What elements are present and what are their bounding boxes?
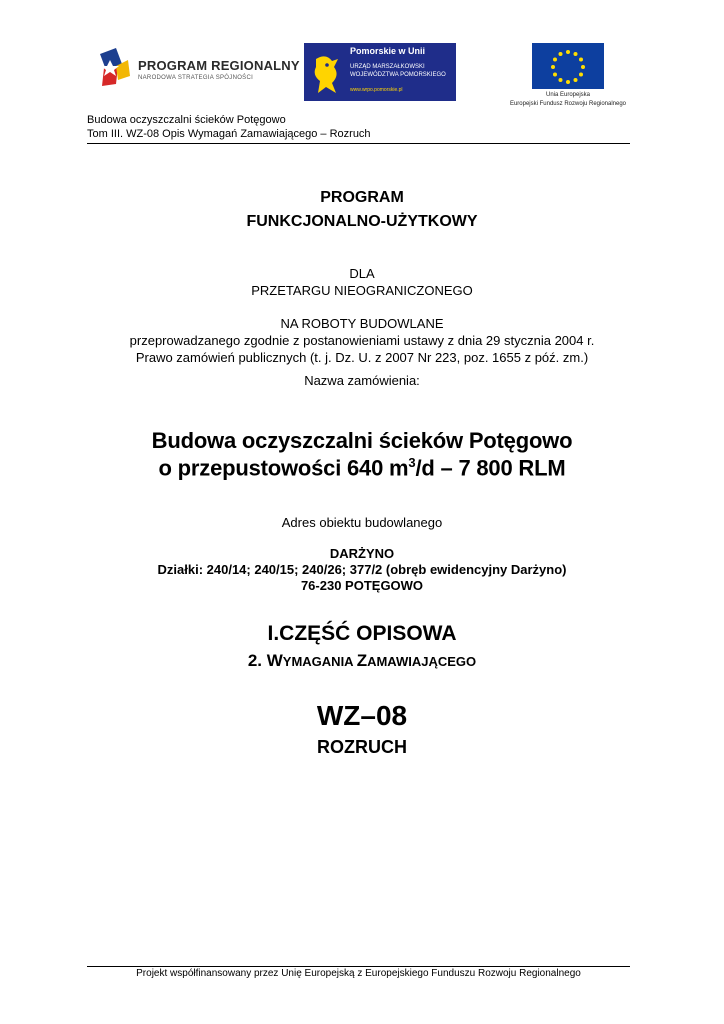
document-code: WZ–08 xyxy=(316,700,408,731)
program-regionalny-subtitle: NARODOWA STRATEGIA SPÓJNOŚCI xyxy=(138,75,254,81)
pomorskie-line1: URZĄD MARSZAŁKOWSKI xyxy=(350,64,425,70)
title-capacity-text: o przepustowości 640 m xyxy=(158,455,409,481)
pomorskie-line2: WOJEWÓDZTWA POMORSKIEGO xyxy=(350,72,446,78)
eu-fund-caption: Europejski Fundusz Rozwoju Regionalnego xyxy=(509,101,627,107)
na-roboty-text: NA ROBOTY BUDOWLANE xyxy=(280,316,444,331)
wymagania-initial-w: W xyxy=(266,651,283,670)
title-rlm-text: /d – 7 800 RLM xyxy=(415,455,566,481)
program-regionalny-logo xyxy=(96,44,300,94)
griffin-crest-icon xyxy=(308,53,344,95)
zamawiajacego-rest: AMAWIAJĄCEGO xyxy=(367,654,477,669)
prawo-text: Prawo zamówień publicznych (t. j. Dz. U. z 2007 Nr 223, poz. 1655 z póź. zm.) xyxy=(135,350,589,365)
zamawiajacego-initial-z: Z xyxy=(356,651,368,670)
wymagania-number: 2. xyxy=(247,651,267,670)
footer-text: Projekt współfinansowany przez Unię Europejską z Europejskiego Funduszu Rozwoju Regionalnego xyxy=(136,968,581,979)
rozruch-heading: ROZRUCH xyxy=(317,737,407,757)
header-project-name: Budowa oczyszczalni ścieków Potęgowo xyxy=(87,114,286,126)
contract-title-line2 xyxy=(60,455,664,481)
eu-stars-icon xyxy=(532,43,604,89)
program-regionalny-title: PROGRAM REGIONALNY xyxy=(138,58,300,73)
title-superscript: 3 xyxy=(408,455,416,470)
pomorskie-url: www.wrpo.pomorskie.pl xyxy=(350,87,403,93)
czesc-opisowa-heading: I.CZĘŚĆ OPISOWA xyxy=(267,622,457,645)
contract-title-line1: Budowa oczyszczalni ścieków Potęgowo xyxy=(151,428,573,453)
pomorskie-heading: Pomorskie w Unii xyxy=(350,46,426,56)
nazwa-zamowienia-label: Nazwa zamówienia: xyxy=(304,373,420,388)
footer-divider xyxy=(87,966,630,967)
dzialki-text: Działki: 240/14; 240/15; 240/26; 377/2 (obręb ewidencyjny Darżyno) xyxy=(157,562,567,577)
miejscowosc-text: DARŻYNO xyxy=(329,546,395,561)
wymagania-rest: YMAGANIA xyxy=(282,654,357,669)
pomorskie-logo xyxy=(304,43,456,101)
dla-text: DLA xyxy=(349,266,375,281)
eu-flag xyxy=(532,43,604,89)
kod-pocztowy-text: 76-230 POTĘGOWO xyxy=(300,578,424,593)
program-heading-line1: PROGRAM xyxy=(320,189,404,206)
eu-caption: Unia Europejska xyxy=(545,92,591,98)
header-volume-name: Tom III. WZ-08 Opis Wymagań Zamawiającego – Rozruch xyxy=(87,128,371,140)
adres-label: Adres obiektu budowlanego xyxy=(281,515,443,530)
program-regionalny-star-icon xyxy=(96,46,132,90)
program-heading-line2: FUNKCJONALNO-UŻYTKOWY xyxy=(246,213,478,230)
header-divider xyxy=(87,143,630,144)
ustawa-text: przeprowadzanego zgodnie z postanowieniami ustawy z dnia 29 stycznia 2004 r. xyxy=(129,333,595,348)
przetargu-text: PRZETARGU NIEOGRANICZONEGO xyxy=(251,283,473,298)
wymagania-heading xyxy=(60,651,664,671)
